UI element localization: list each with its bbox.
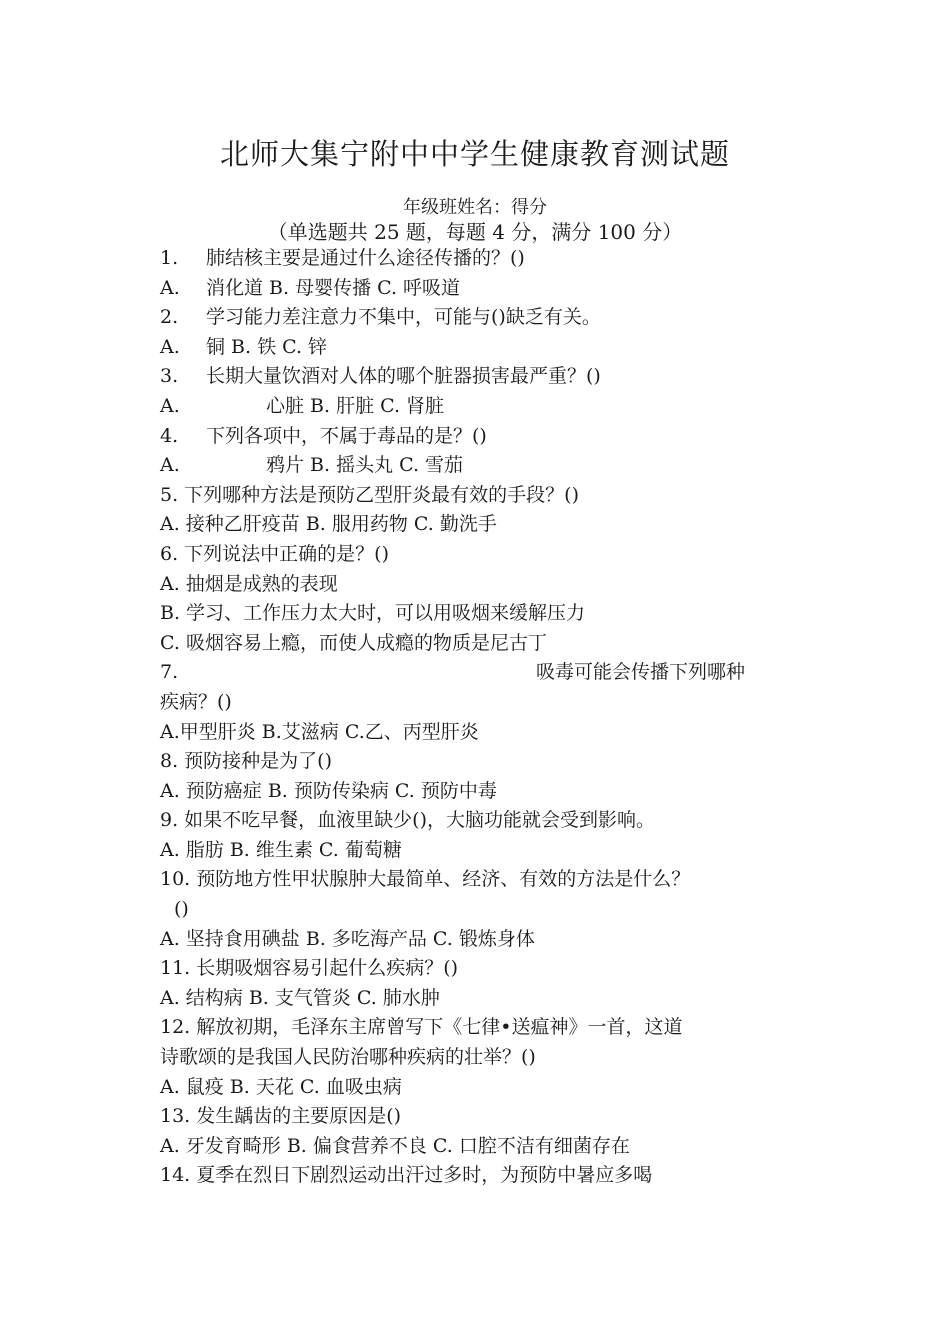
- question-10-options: A. 坚持食用碘盐 B. 多吃海产品 C. 锻炼身体: [160, 927, 535, 950]
- grade-name-score-line: 年级班姓名：得分: [403, 197, 547, 218]
- question-7-options: A.甲型肝炎 B.艾滋病 C.乙、丙型肝炎: [160, 720, 479, 743]
- question-14: 14. 夏季在烈日下剧烈运动出汗过多时，为预防中暑应多喝: [160, 1164, 653, 1187]
- question-5: 5. 下列哪种方法是预防乙型肝炎最有效的手段？(): [160, 483, 579, 506]
- question-number: 2.: [160, 306, 179, 329]
- options-text: 消化道 B. 母婴传播 C. 呼吸道: [206, 276, 461, 299]
- question-10-continuation: (): [174, 898, 189, 921]
- question-6-option-a: A. 抽烟是成熟的表现: [160, 572, 338, 595]
- question-6-option-c: C. 吸烟容易上瘾，而使人成瘾的物质是尼古丁: [160, 631, 547, 654]
- question-7-continuation: 疾病？(): [160, 690, 232, 713]
- option-letter: A.: [160, 454, 180, 477]
- question-3-options: [160, 392, 800, 422]
- question-8: 8. 预防接种是为了(): [160, 750, 332, 773]
- question-11-options: A. 结构病 B. 支气管炎 C. 肺水肿: [160, 986, 440, 1009]
- options-text: 铜 B. 铁 C. 锌: [206, 335, 328, 358]
- question-9: 9. 如果不吃早餐，血液里缺少()，大脑功能就会受到影响。: [160, 809, 655, 832]
- page-title: 北师大集宁附中中学生健康教育测试题: [219, 137, 730, 171]
- question-number: 4.: [160, 424, 179, 447]
- question-13-options: A. 牙发育畸形 B. 偏食营养不良 C. 口腔不洁有细菌存在: [160, 1134, 630, 1157]
- question-7: [160, 658, 800, 688]
- question-9-options: A. 脂肪 B. 维生素 C. 葡萄糖: [160, 838, 402, 861]
- question-5-options: A. 接种乙肝疫苗 B. 服用药物 C. 勤洗手: [160, 513, 497, 536]
- question-number: 3.: [160, 365, 179, 388]
- question-12-continuation: 诗歌颂的是我国人民防治哪种疾病的壮举？(): [160, 1046, 536, 1069]
- question-list: [160, 244, 800, 1191]
- question-6: 6. 下列说法中正确的是？(): [160, 542, 389, 565]
- instructions-line: （单选题共 25 题，每题 4 分，满分 100 分）: [267, 220, 683, 244]
- question-10: 10. 预防地方性甲状腺肿大最简单、经济、有效的方法是什么？: [160, 868, 691, 891]
- option-letter: A.: [160, 276, 180, 299]
- question-number: 7.: [160, 661, 179, 684]
- question-text: 下列各项中，不属于毒品的是？(): [206, 424, 487, 447]
- question-13: 13. 发生龋齿的主要原因是(): [160, 1105, 402, 1128]
- options-text: 心脏 B. 肝脏 C. 肾脏: [266, 394, 445, 417]
- question-text: 学习能力差注意力不集中，可能与()缺乏有关。: [206, 306, 601, 329]
- question-3: [160, 362, 800, 392]
- question-text: 肺结核主要是通过什么途径传播的？(): [206, 247, 525, 269]
- option-letter: A.: [160, 335, 180, 358]
- question-1-options: [160, 274, 800, 304]
- question-2-options: [160, 333, 800, 363]
- question-8-options: A. 预防癌症 B. 预防传染病 C. 预防中毒: [160, 779, 497, 802]
- question-text: 吸毒可能会传播下列哪种: [536, 661, 746, 684]
- question-1: [160, 244, 800, 274]
- question-text: 长期大量饮酒对人体的哪个脏器损害最严重？(): [206, 365, 601, 388]
- question-11: 11. 长期吸烟容易引起什么疾病？(): [160, 957, 459, 980]
- question-2: [160, 303, 800, 333]
- question-4-options: [160, 451, 800, 481]
- question-number: 1.: [160, 247, 179, 269]
- question-6-option-b: B. 学习、工作压力太大时，可以用吸烟来缓解压力: [160, 602, 586, 625]
- options-text: 鸦片 B. 摇头丸 C. 雪茄: [266, 454, 464, 477]
- option-letter: A.: [160, 394, 180, 417]
- question-12: 12. 解放初期，毛泽东主席曾写下《七律•送瘟神》一首，这道: [160, 1016, 683, 1039]
- question-12-options: A. 鼠疫 B. 天花 C. 血吸虫病: [160, 1075, 402, 1098]
- question-4: [160, 422, 800, 452]
